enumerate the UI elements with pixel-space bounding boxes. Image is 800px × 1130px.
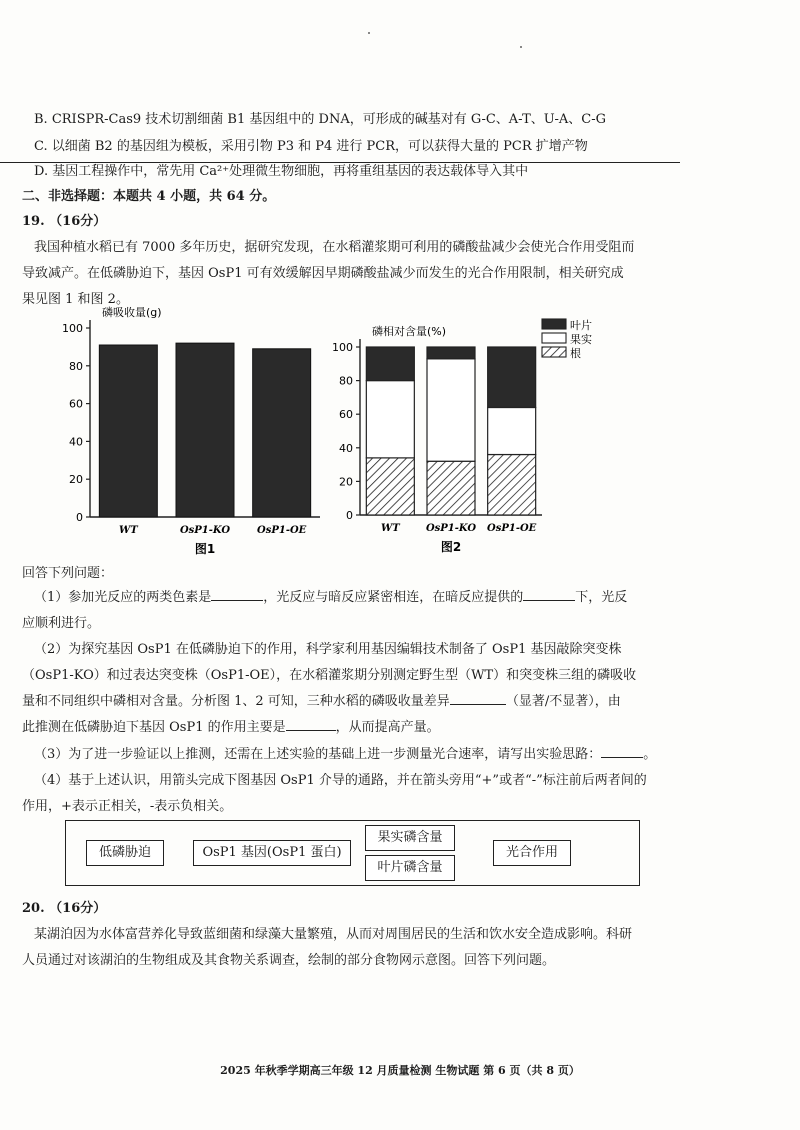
q19-part2-line4: 此推测在低磷胁迫下基因 OsP1 的作用主要是 ，从而提高产量。 <box>22 720 440 735</box>
figure-1-bars <box>99 343 310 517</box>
answer-blank-5[interactable] <box>601 745 643 758</box>
q19-part1-line2: 应顺利进行。 <box>22 616 101 631</box>
stacked-bar-segment <box>366 347 414 381</box>
answer-blank-4[interactable] <box>286 718 336 731</box>
stacked-bar-segment <box>427 461 475 515</box>
stacked-bar-segment <box>366 381 414 458</box>
figure-2-bars <box>366 347 535 515</box>
figure-2-chart <box>330 305 630 555</box>
y-tick-label: 40 <box>339 441 353 455</box>
legend-label: 叶片 <box>570 319 592 332</box>
answer-blank-2[interactable] <box>523 588 575 601</box>
q19-part2-line1: （2）为探究基因 OsP1 在低磷胁迫下的作用，科学家利用基因编辑技术制备了 OsP1 基因敲除突变株 <box>34 642 622 657</box>
y-tick-label: 100 <box>62 322 83 335</box>
figure-caption: 图1 <box>194 542 216 555</box>
y-tick-label: 20 <box>69 473 83 487</box>
q19-intro-1: 我国种植水稻已有 7000 多年历史，据研究发现，在水稻灌浆期可利用的磷酸盐减少会使光合作用受阻而 <box>34 240 635 255</box>
stacked-bar-segment <box>427 359 475 461</box>
y-tick-label: 60 <box>339 408 353 422</box>
q19-part2-line3: 量和不同组织中磷相对含量。分析图 1、2 可知，三种水稻的磷吸收量差异 （显著/不显著），由 <box>22 694 621 709</box>
y-tick-label: 60 <box>69 397 83 411</box>
legend-swatch <box>542 319 566 329</box>
node-fruit-phosphate: 果实磷含量 <box>365 825 455 851</box>
node-osp1-gene: OsP1 基因(OsP1 蛋白) <box>193 840 351 866</box>
x-tick-label: OsP1-KO <box>425 523 477 534</box>
q19-header: 19. （16分） <box>22 214 107 229</box>
bar <box>176 343 234 517</box>
q19-part1-line1: （1）参加光反应的两类色素是 ，光反应与暗反应紧密相连，在暗反应提供的 下，光反 <box>34 590 628 605</box>
option-d: D. 基因工程操作中，常先用 Ca²⁺处理微生物细胞，再将重组基因的表达载体导入其中 <box>34 164 529 179</box>
q19-intro-2: 导致减产。在低磷胁迫下，基因 OsP1 可有效缓解因早期磷酸盐减少而发生的光合作用限制，相关研究成 <box>22 266 624 281</box>
option-b: B. CRISPR-Cas9 技术切割细菌 B1 基因组中的 DNA，可形成的碱基对有 G-C、A-T、U-A、C-G <box>34 112 607 127</box>
scan-speck <box>520 46 522 48</box>
q19-part2-line2: （OsP1-KO）和过表达突变株（OsP1-OE），在水稻灌浆期分别测定野生型（WT）和突变株三组的磷吸收 <box>22 668 637 683</box>
section-title: 二、非选择题：本题共 4 小题，共 64 分。 <box>22 189 276 204</box>
answer-blank-1[interactable] <box>211 588 263 601</box>
legend-label: 根 <box>570 347 581 360</box>
node-leaf-phosphate: 叶片磷含量 <box>365 855 455 881</box>
y-tick-label: 0 <box>76 511 83 524</box>
stacked-bar-segment <box>488 407 536 454</box>
answer-blank-3[interactable] <box>450 692 506 705</box>
option-c: C. 以细菌 B2 的基因组为模板，采用引物 P3 和 P4 进行 PCR，可以获得大量的 PCR 扩增产物 <box>34 139 588 154</box>
y-tick-label: 40 <box>69 435 83 449</box>
stacked-bar-segment <box>427 347 475 359</box>
q20-line-1: 某湖泊因为水体富营养化导致蓝细菌和绿藻大量繁殖，从而对周围居民的生活和饮水安全造成影响。科研 <box>34 927 633 942</box>
pathway-diagram-frame <box>65 820 640 886</box>
figure-2-legend <box>542 318 592 360</box>
stacked-bar-segment <box>488 347 536 407</box>
y-tick-label: 20 <box>339 475 353 489</box>
stacked-bar-segment <box>488 455 536 515</box>
q19-intro-3: 果见图 1 和图 2。 <box>22 292 129 307</box>
y-axis-label: 磷相对含量(%) <box>372 325 447 338</box>
x-tick-label: OsP1-KO <box>179 525 231 536</box>
page-footer: 2025 年秋季学期高三年级 12 月质量检测 生物试题 第 6 页（共 8 页） <box>220 1064 580 1077</box>
q19-part4-line2: 作用，+表示正相关，-表示负相关。 <box>22 799 233 814</box>
q19-part4-line1: （4）基于上述认识，用箭头完成下图基因 OsP1 介导的通路，并在箭头旁用“+”或者“-”标注前后两者间的 <box>34 773 647 788</box>
stacked-bar-segment <box>366 458 414 515</box>
answer-prompt: 回答下列问题： <box>22 566 114 581</box>
q20-header: 20. （16分） <box>22 901 107 916</box>
y-tick-label: 100 <box>332 341 353 354</box>
figure-caption: 图2 <box>440 540 462 554</box>
q20-line-2: 人员通过对该湖泊的生物组成及其食物关系调查，绘制的部分食物网示意图。回答下列问题。 <box>22 953 556 968</box>
y-tick-label: 80 <box>69 359 83 373</box>
y-tick-label: 80 <box>339 374 353 388</box>
node-low-phosphate: 低磷胁迫 <box>86 840 164 866</box>
bar <box>99 345 157 517</box>
bar <box>253 349 311 517</box>
y-tick-label: 0 <box>346 509 353 522</box>
node-photosynthesis: 光合作用 <box>493 840 571 866</box>
figure-1-chart <box>40 305 340 555</box>
legend-swatch <box>542 347 566 357</box>
y-axis-label: 磷吸收量(g) <box>102 306 162 319</box>
x-tick-label: OsP1-OE <box>257 525 307 536</box>
legend-swatch <box>542 333 566 343</box>
scan-speck <box>368 32 370 34</box>
legend-label: 果实 <box>570 333 592 346</box>
x-tick-label: OsP1-OE <box>487 523 537 534</box>
q19-part3: （3）为了进一步验证以上推测，还需在上述实验的基础上进一步测量光合速率，请写出实验思路： 。 <box>34 747 657 762</box>
x-tick-label: WT <box>380 523 400 534</box>
x-tick-label: WT <box>118 525 138 536</box>
